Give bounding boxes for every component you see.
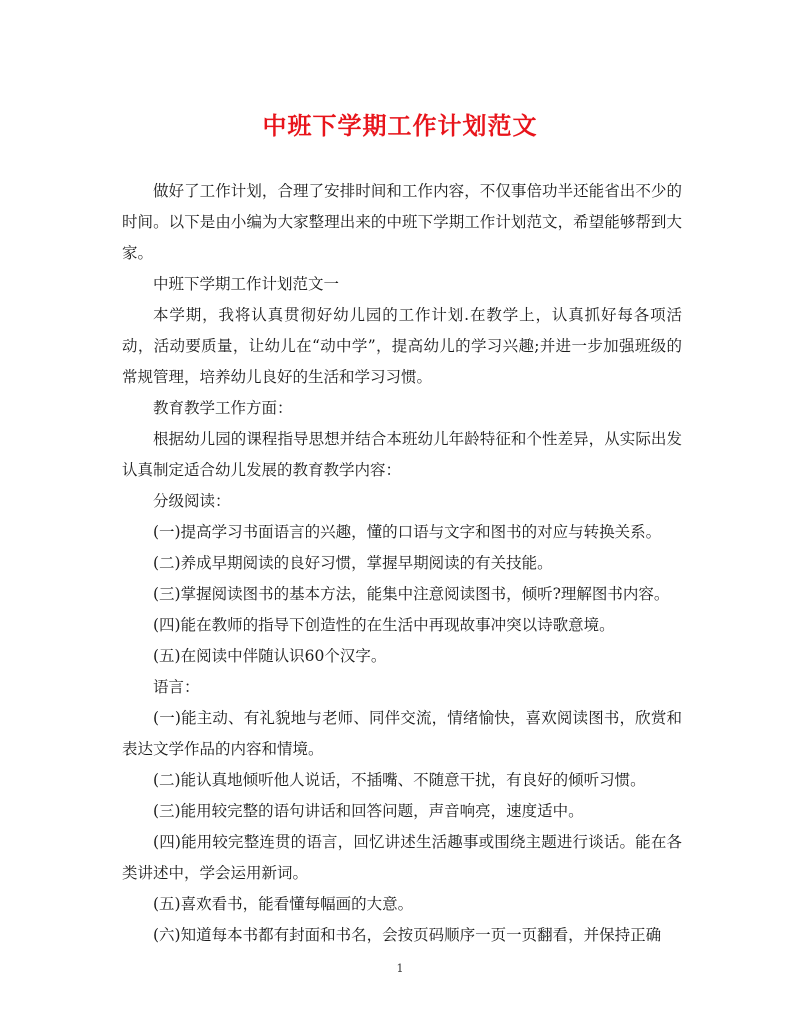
section-heading: 语言： [153,678,200,696]
intro-paragraph: 做好了工作计划，合理了安排时间和工作内容，不仅事倍功半还能省出不少的时间。以下是由小编为大家整理出来的中班下学期工作计划范文，希望能够帮到大家。 [122,182,682,262]
section-heading: 分级阅读： [153,492,231,510]
list-item: (五)在阅读中伴随认识60个汉字。 [153,647,387,665]
list-item: (三)掌握阅读图书的基本方法，能集中注意阅读图书，倾听?理解图书内容。 [153,585,670,603]
body-paragraph: 根据幼儿园的课程指导思想并结合本班幼儿年龄特征和个性差异，从实际出发认真制定适合幼儿发展的教育教学内容： [122,430,682,479]
list-item: (一)能主动、有礼貌地与老师、同伴交流，情绪愉快，喜欢阅读图书，欣赏和表达文学作品的内容和情境。 [122,709,682,758]
document-body [122,176,682,951]
list-item: (四)能用较完整连贯的语言，回忆讲述生活趣事或围绕主题进行谈话。能在各类讲述中，学会运用新词。 [122,833,682,882]
page-title: 中班下学期工作计划范文 [262,111,538,140]
list-item: (二)养成早期阅读的良好习惯，掌握早期阅读的有关技能。 [153,554,553,572]
section-heading: 中班下学期工作计划范文一 [153,275,340,293]
list-item: (三)能用较完整的语句讲话和回答问题，声音响亮，速度适中。 [153,802,584,820]
list-item: (二)能认真地倾听他人说话，不插嘴、不随意干扰，有良好的倾听习惯。 [153,771,646,789]
list-item: (四)能在教师的指导下创造性的在生活中再现故事冲突以诗歌意境。 [153,616,615,634]
list-item: (一)提高学习书面语言的兴趣，懂的口语与文字和图书的对应与转换关系。 [153,523,662,541]
section-heading: 教育教学工作方面： [153,399,293,417]
body-paragraph: 本学期，我将认真贯彻好幼儿园的工作计划.在教学上，认真抓好每各项活动，活动要质量，让幼儿在“动中学”，提高幼儿的学习兴趣;并进一步加强班级的常规管理，培养幼儿良好的生活和学习习惯。 [122,306,682,386]
list-item: (六)知道每本书都有封面和书名，会按页码顺序一页一页翻看，并保持正确 [153,926,662,944]
page-number: 1 [396,962,404,975]
list-item: (五)喜欢看书，能看懂每幅画的大意。 [153,895,414,913]
